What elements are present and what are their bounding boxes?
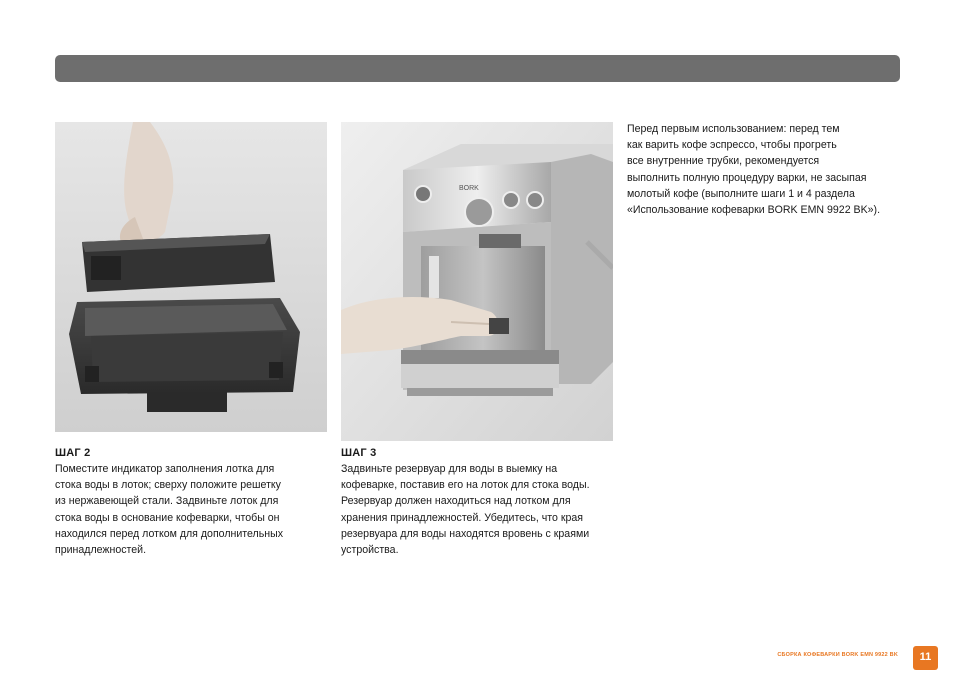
step-3-text: [341, 461, 621, 558]
page-number: 11: [913, 646, 938, 670]
text-line: Задвиньте резервуар для воды в выемку на: [341, 463, 558, 475]
text-line: Перед первым использованием: перед тем: [627, 123, 840, 135]
espresso-machine-photo: [341, 122, 613, 441]
text-line: Резервуар должен находиться над лотком для: [341, 495, 571, 508]
text-line: стока воды в основание кофеварки, чтобы он: [55, 511, 280, 524]
text-line: как варить кофе эспрессо, чтобы прогреть: [627, 139, 837, 152]
text-line: устройства.: [341, 544, 399, 557]
text-line: из нержавеющей стали. Задвиньте лоток для: [55, 495, 279, 508]
text-line: кофеварке, поставив его на лоток для стока воды.: [341, 479, 590, 492]
text-line: Поместите индикатор заполнения лотка для: [55, 463, 275, 475]
step-2-text: [55, 461, 325, 558]
text-line: все внутренние трубки, рекомендуется: [627, 155, 820, 168]
text-line: принадлежностей.: [55, 544, 147, 557]
text-line: резервуара для воды находятся вровень с краями: [341, 527, 590, 540]
step-2-title: ШАГ 2: [55, 447, 91, 459]
machine-brand-label: BORK: [459, 185, 479, 192]
header-bar: [55, 55, 900, 82]
text-line: хранения принадлежностей. Убедитесь, что края: [341, 511, 584, 524]
text-line: стока воды в лоток; сверху положите решетку: [55, 479, 281, 492]
footer-section-label: СБОРКА КОФЕВАРКИ BORK EMN 9922 BK: [777, 652, 898, 658]
text-line: выполнить полную процедуру варки, не засыпая: [627, 171, 867, 184]
drip-tray-photo: [55, 122, 327, 432]
step-3-title: ШАГ 3: [341, 447, 377, 459]
text-line: находился перед лотком для дополнительных: [55, 527, 284, 540]
text-line: молотый кофе (выполните шаги 1 и 4 раздела: [627, 187, 855, 200]
text-line: «Использование кофеварки BORK EMN 9922 BK»).: [627, 204, 881, 217]
first-use-note: [627, 121, 907, 218]
